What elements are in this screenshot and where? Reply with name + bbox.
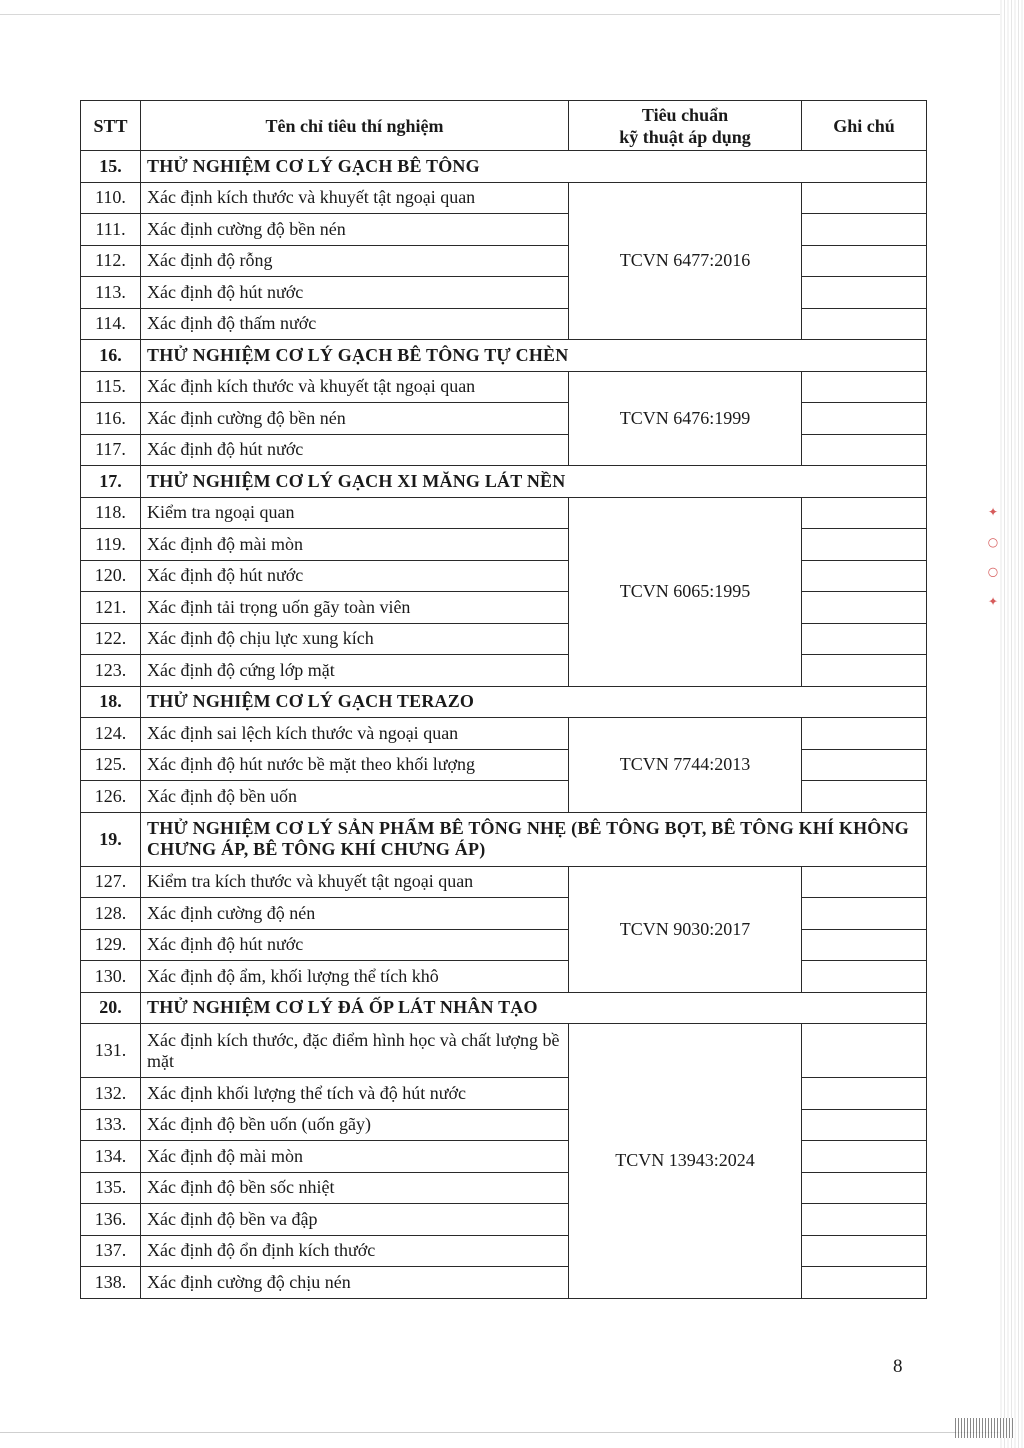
row-note xyxy=(802,497,927,529)
table-row xyxy=(81,182,927,214)
row-test-name: Xác định độ mài mòn xyxy=(141,1141,569,1173)
row-stt: 120. xyxy=(81,560,141,592)
row-standard: TCVN 7744:2013 xyxy=(569,718,802,813)
row-note xyxy=(802,1024,927,1078)
page-number: 8 xyxy=(893,1356,903,1377)
row-standard: TCVN 6476:1999 xyxy=(569,371,802,466)
row-stt: 110. xyxy=(81,182,141,214)
row-stt: 137. xyxy=(81,1235,141,1267)
row-note xyxy=(802,866,927,898)
row-note xyxy=(802,403,927,435)
test-standards-table xyxy=(80,100,927,1299)
row-stt: 136. xyxy=(81,1204,141,1236)
group-title: THỬ NGHIỆM CƠ LÝ ĐÁ ỐP LÁT NHÂN TẠO xyxy=(141,992,927,1024)
row-stt: 132. xyxy=(81,1078,141,1110)
row-test-name: Kiểm tra kích thước và khuyết tật ngoại quan xyxy=(141,866,569,898)
row-test-name: Xác định độ hút nước xyxy=(141,929,569,961)
row-note xyxy=(802,1267,927,1299)
table-body xyxy=(81,151,927,1299)
row-test-name: Xác định độ cứng lớp mặt xyxy=(141,655,569,687)
table-row xyxy=(81,371,927,403)
group-number: 17. xyxy=(81,466,141,498)
red-stamp-edge: ✦ ○ ○ ✦ xyxy=(986,505,1000,615)
row-stt: 129. xyxy=(81,929,141,961)
row-stt: 128. xyxy=(81,898,141,930)
row-note xyxy=(802,592,927,624)
group-row xyxy=(81,466,927,498)
row-stt: 112. xyxy=(81,245,141,277)
row-note xyxy=(802,1078,927,1110)
document-body xyxy=(80,100,927,1299)
row-note xyxy=(802,245,927,277)
row-test-name: Xác định độ bền uốn xyxy=(141,781,569,813)
row-stt: 113. xyxy=(81,277,141,309)
group-number: 18. xyxy=(81,686,141,718)
group-title: THỬ NGHIỆM CƠ LÝ GẠCH XI MĂNG LÁT NỀN xyxy=(141,466,927,498)
row-note xyxy=(802,749,927,781)
row-note xyxy=(802,655,927,687)
group-number: 19. xyxy=(81,812,141,866)
row-note xyxy=(802,1141,927,1173)
group-row xyxy=(81,992,927,1024)
group-row xyxy=(81,151,927,183)
row-note xyxy=(802,182,927,214)
row-note xyxy=(802,371,927,403)
group-row xyxy=(81,812,927,866)
row-test-name: Xác định kích thước và khuyết tật ngoại quan xyxy=(141,371,569,403)
row-test-name: Xác định sai lệch kích thước và ngoại quan xyxy=(141,718,569,750)
row-stt: 133. xyxy=(81,1109,141,1141)
row-test-name: Xác định độ bền va đập xyxy=(141,1204,569,1236)
row-stt: 114. xyxy=(81,308,141,340)
group-title: THỬ NGHIỆM CƠ LÝ SẢN PHẨM BÊ TÔNG NHẸ (BÊ TÔNG BỌT, BÊ TÔNG KHÍ KHÔNG CHƯNG ÁP, BÊ TÔNG KHÍ CHƯNG ÁP) xyxy=(141,812,927,866)
header-standard-line2: kỹ thuật áp dụng xyxy=(619,126,751,147)
row-test-name: Xác định khối lượng thể tích và độ hút nước xyxy=(141,1078,569,1110)
row-standard: TCVN 6477:2016 xyxy=(569,182,802,340)
row-note xyxy=(802,623,927,655)
group-number: 16. xyxy=(81,340,141,372)
row-stt: 126. xyxy=(81,781,141,813)
row-stt: 138. xyxy=(81,1267,141,1299)
row-test-name: Xác định cường độ bền nén xyxy=(141,214,569,246)
row-note xyxy=(802,898,927,930)
row-stt: 123. xyxy=(81,655,141,687)
row-standard: TCVN 6065:1995 xyxy=(569,497,802,686)
row-test-name: Xác định độ thấm nước xyxy=(141,308,569,340)
table-header-row xyxy=(81,101,927,151)
scan-barcode-strip xyxy=(955,1418,1015,1438)
row-test-name: Xác định độ bền sốc nhiệt xyxy=(141,1172,569,1204)
row-stt: 118. xyxy=(81,497,141,529)
row-stt: 131. xyxy=(81,1024,141,1078)
row-note xyxy=(802,529,927,561)
row-note xyxy=(802,214,927,246)
header-note: Ghi chú xyxy=(802,101,927,151)
row-test-name: Kiểm tra ngoại quan xyxy=(141,497,569,529)
scan-edge-right xyxy=(1000,0,1024,1448)
row-note xyxy=(802,434,927,466)
scan-edge-bottom xyxy=(0,1432,1000,1433)
row-stt: 116. xyxy=(81,403,141,435)
row-note xyxy=(802,929,927,961)
row-test-name: Xác định kích thước, đặc điểm hình học và chất lượng bề mặt xyxy=(141,1024,569,1078)
row-stt: 111. xyxy=(81,214,141,246)
row-note xyxy=(802,1172,927,1204)
scan-edge-top xyxy=(0,14,1000,15)
group-title: THỬ NGHIỆM CƠ LÝ GẠCH TERAZO xyxy=(141,686,927,718)
row-test-name: Xác định kích thước và khuyết tật ngoại quan xyxy=(141,182,569,214)
row-test-name: Xác định tải trọng uốn gãy toàn viên xyxy=(141,592,569,624)
row-note xyxy=(802,308,927,340)
group-title: THỬ NGHIỆM CƠ LÝ GẠCH BÊ TÔNG TỰ CHÈN xyxy=(141,340,927,372)
row-test-name: Xác định độ bền uốn (uốn gãy) xyxy=(141,1109,569,1141)
row-note xyxy=(802,560,927,592)
row-test-name: Xác định độ hút nước xyxy=(141,277,569,309)
row-test-name: Xác định độ ẩm, khối lượng thể tích khô xyxy=(141,961,569,993)
row-note xyxy=(802,1109,927,1141)
row-test-name: Xác định độ chịu lực xung kích xyxy=(141,623,569,655)
row-test-name: Xác định cường độ nén xyxy=(141,898,569,930)
row-test-name: Xác định độ rỗng xyxy=(141,245,569,277)
group-row xyxy=(81,340,927,372)
row-test-name: Xác định độ mài mòn xyxy=(141,529,569,561)
group-number: 15. xyxy=(81,151,141,183)
row-test-name: Xác định độ ổn định kích thước xyxy=(141,1235,569,1267)
row-standard: TCVN 9030:2017 xyxy=(569,866,802,992)
row-stt: 124. xyxy=(81,718,141,750)
row-stt: 135. xyxy=(81,1172,141,1204)
row-test-name: Xác định độ hút nước xyxy=(141,434,569,466)
row-test-name: Xác định độ hút nước bề mặt theo khối lượng xyxy=(141,749,569,781)
header-stt: STT xyxy=(81,101,141,151)
row-stt: 119. xyxy=(81,529,141,561)
row-test-name: Xác định cường độ chịu nén xyxy=(141,1267,569,1299)
row-stt: 125. xyxy=(81,749,141,781)
header-test-name: Tên chỉ tiêu thí nghiệm xyxy=(141,101,569,151)
row-standard: TCVN 13943:2024 xyxy=(569,1024,802,1299)
row-note xyxy=(802,781,927,813)
row-note xyxy=(802,1235,927,1267)
row-stt: 115. xyxy=(81,371,141,403)
row-test-name: Xác định độ hút nước xyxy=(141,560,569,592)
row-note xyxy=(802,1204,927,1236)
header-standard-line1: Tiêu chuẩn xyxy=(641,104,729,125)
row-stt: 121. xyxy=(81,592,141,624)
group-title: THỬ NGHIỆM CƠ LÝ GẠCH BÊ TÔNG xyxy=(141,151,927,183)
row-note xyxy=(802,277,927,309)
row-note xyxy=(802,718,927,750)
row-note xyxy=(802,961,927,993)
row-stt: 130. xyxy=(81,961,141,993)
row-test-name: Xác định cường độ bền nén xyxy=(141,403,569,435)
table-row xyxy=(81,866,927,898)
row-stt: 117. xyxy=(81,434,141,466)
header-standard xyxy=(569,101,802,151)
row-stt: 122. xyxy=(81,623,141,655)
table-row xyxy=(81,718,927,750)
table-row xyxy=(81,497,927,529)
group-number: 20. xyxy=(81,992,141,1024)
table-row xyxy=(81,1024,927,1078)
row-stt: 134. xyxy=(81,1141,141,1173)
row-stt: 127. xyxy=(81,866,141,898)
group-row xyxy=(81,686,927,718)
